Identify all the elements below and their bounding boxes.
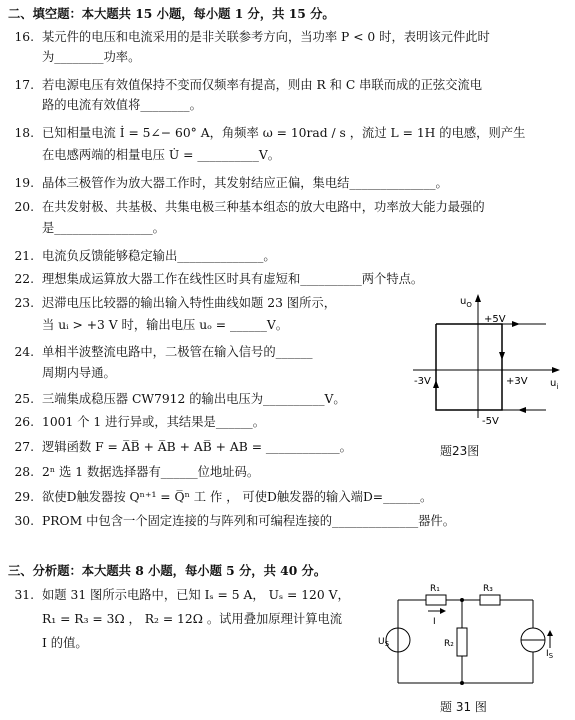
question-23: 23. 迟滞电压比较器的输出输入特性曲线如题 23 图所示，	[14, 296, 336, 310]
figure-23-caption: 题23图	[440, 444, 480, 458]
resistor-r3	[480, 595, 500, 605]
current-i-arrow	[440, 608, 446, 614]
question-21: 21. 电流负反馈能够稳定输出______________。	[14, 249, 276, 263]
question-31-cont: R₁ = R₃ = 3Ω ， R₂ = 12Ω 。试用叠加原理计算电流	[42, 612, 343, 626]
y-axis-label: $u_O$	[460, 296, 472, 309]
question-18: 18. 已知相量电流 İ = 5∠− 60° A，角频率 ω = 10rad / s ，流过 L = 1H 的电感，则产生	[14, 126, 526, 140]
y-axis-arrow	[475, 294, 481, 302]
x-axis-arrow	[552, 367, 560, 373]
down-arrow	[499, 352, 505, 360]
question-29: 29. 欲使D触发器按 Qⁿ⁺¹ = Q̅ⁿ 工 作 ， 可使D触发器的输入端D=______。	[14, 490, 433, 504]
question-24-cont: 周期内导通。	[42, 366, 116, 380]
section-3-header: 三、分析题：本大题共 8 小题，每小题 5 分，共 40 分。	[8, 563, 327, 578]
x-axis-label: $u_i$	[550, 378, 559, 391]
section-2-header: 二、填空题：本大题共 15 小题，每小题 1 分，共 15 分。	[8, 6, 335, 21]
question-22: 22. 理想集成运算放大器工作在线性区时具有虚短和__________两个特点。	[14, 272, 424, 286]
label-plus-3v: +3V	[506, 376, 528, 387]
question-20-cont: 是________________。	[42, 221, 165, 235]
resistor-r2	[457, 628, 467, 656]
right-arrow	[512, 321, 520, 327]
question-31-cont2: I 的值。	[42, 636, 88, 650]
label-minus-3v: -3V	[414, 376, 431, 387]
figure-31-caption: 题 31 图	[440, 700, 487, 714]
left-arrow	[518, 407, 526, 413]
question-27: 27. 逻辑函数 F = A̅B̅ + A̅B + AB̅ + AB = ____________。	[14, 440, 352, 454]
resistor-r1	[426, 595, 446, 605]
question-20: 20. 在共发射极、共基极、共集电极三种基本组态的放大电路中，功率放大能力最强的	[14, 200, 485, 214]
source-current-arrow	[547, 630, 553, 636]
label-plus-5v: +5V	[484, 314, 506, 325]
question-17: 17. 若电源电压有效值保持不变而仅频率有提高，则由 R 和 C 串联而成的正弦交流电	[14, 78, 483, 92]
label-r1: R₁	[430, 584, 440, 594]
label-is-text: $I_S$	[546, 649, 554, 660]
up-arrow	[433, 380, 439, 388]
question-25: 25. 三端集成稳压器 CW7912 的输出电压为__________V。	[14, 392, 346, 406]
question-23-cont: 当 uᵢ > +3 V 时，输出电压 uₒ = ______V。	[42, 318, 289, 332]
label-i: I	[433, 617, 436, 627]
question-24: 24. 单相半波整流电路中，二极管在输入信号的______	[14, 345, 313, 359]
question-31: 31. 如题 31 图所示电路中，已知 Iₛ = 5 A， Uₛ = 120 V，	[14, 588, 350, 602]
question-16-cont: 为________功率。	[42, 50, 141, 64]
figure-23-hysteresis-curve	[408, 290, 568, 440]
question-26: 26. 1001 个 1 进行异或，其结果是______。	[14, 415, 266, 429]
question-28: 28. 2ⁿ 选 1 数据选择器有______位地址码。	[14, 465, 260, 479]
label-r2: R₂	[444, 639, 454, 649]
question-19: 19. 晶体三极管作为放大器工作时，其发射结应正偏，集电结______________。	[14, 176, 448, 190]
question-18-cont: 在电感两端的相量电压 U̇ = __________V。	[42, 148, 281, 162]
label-r3: R₃	[483, 584, 493, 594]
figure-31-circuit	[378, 578, 558, 696]
question-30: 30. PROM 中包含一个固定连接的与阵列和可编程连接的______________器件。	[14, 514, 456, 528]
question-17-cont: 路的电流有效值将________。	[42, 98, 202, 112]
label-us: $U_S$	[378, 637, 390, 648]
hysteresis-loop	[436, 324, 502, 410]
question-16: 16. 某元件的电压和电流采用的是非关联参考方向，当功率 P < 0 时，表明该元件此时	[14, 30, 490, 44]
label-minus-5v: -5V	[482, 416, 499, 427]
